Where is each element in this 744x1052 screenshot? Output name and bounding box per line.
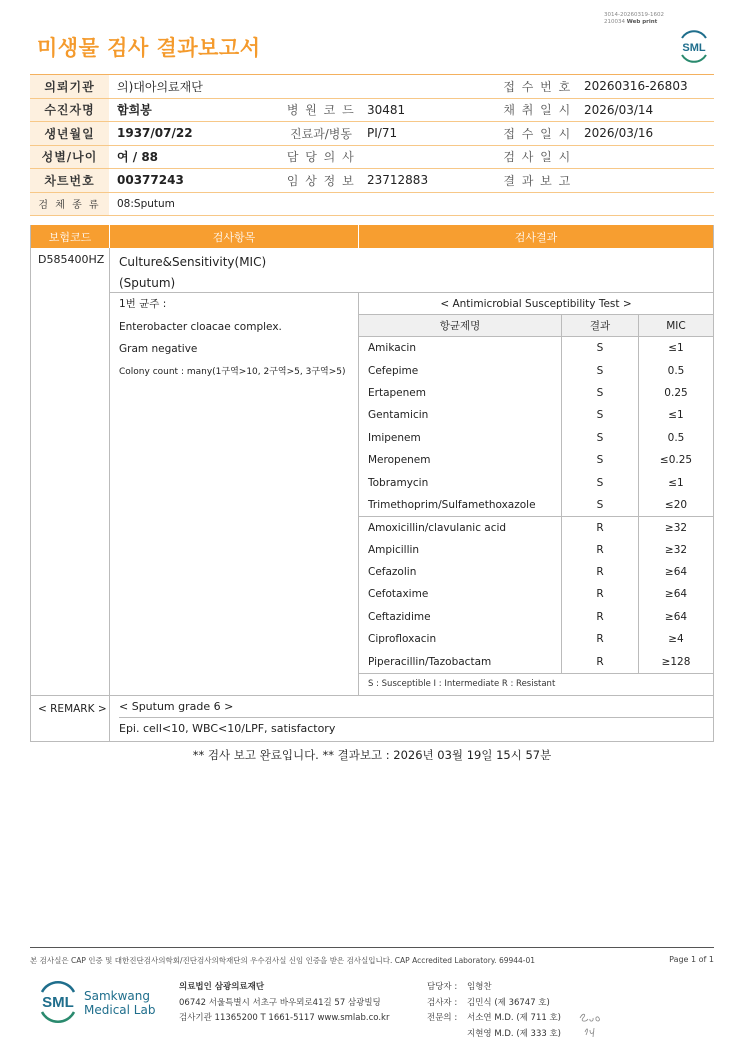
antibiotic-name: Cefazolin: [359, 561, 562, 583]
info-label: 수진자명: [30, 99, 109, 122]
specimen-value: 08:Sputum: [117, 197, 175, 210]
antibiotic-name: Ceftazidime: [359, 606, 562, 628]
ast-header-antibiotic: 항균제명: [359, 315, 562, 336]
mic-value: ≤0.25: [659, 454, 693, 467]
specimen-label: 검 체 종 류: [30, 193, 109, 215]
page-title: 미생물 검사 결과보고서: [37, 36, 261, 60]
doc-code-tag: Web print: [626, 19, 658, 25]
susceptibility-result: S: [562, 494, 639, 516]
organism-line: Enterobacter cloacae complex.: [119, 320, 282, 333]
insurance-code: D585400HZ: [31, 248, 110, 695]
colony-count: Colony count : many(1구역>10, 2구역>5, 3구역>5): [119, 366, 346, 377]
remark-line: Epi. cell<10, WBC<10/LPF, satisfactory: [119, 722, 336, 736]
antibiotic-name: Ciprofloxacin: [359, 628, 562, 650]
test-name-line2: (Sputum): [119, 276, 176, 290]
info-value: 함희봉: [117, 103, 152, 118]
info-value: 20260316-26803: [584, 79, 688, 94]
info-label: 의뢰기관: [30, 75, 109, 98]
info-label: 채 취 일 시: [503, 103, 572, 118]
remark-label: < REMARK >: [31, 696, 110, 741]
staff-row: [427, 1011, 561, 1027]
brand-name: [84, 989, 155, 1017]
org-address: 06742 서울특별시 서초구 바우뫼로41길 57 삼광빌딩: [179, 997, 381, 1008]
info-label: 생년월일: [30, 122, 109, 145]
doc-code-line1: 3014-20260319-1602: [604, 12, 664, 18]
header-insurance-code: 보험코드: [31, 225, 110, 248]
ast-row: [359, 516, 713, 538]
susceptibility-result: R: [562, 561, 639, 583]
header-test-result: 검사결과: [514, 230, 558, 244]
ast-header-result: 결과: [562, 315, 639, 336]
ast-header-mic: MIC: [666, 319, 686, 332]
result-header: [31, 225, 713, 248]
susceptibility-result: S: [562, 449, 639, 471]
staff-label: 담당자 :: [427, 982, 458, 992]
antibiotic-name: Amoxicillin/clavulanic acid: [359, 517, 562, 538]
ast-title: < Antimicrobial Susceptibility Test >: [359, 293, 713, 315]
mic-value: ≤1: [668, 476, 684, 489]
ast-row: [359, 427, 713, 449]
mic-value: ≥64: [664, 566, 688, 579]
info-value: [359, 75, 499, 98]
organization-info: [179, 980, 389, 1027]
ast-row: [359, 449, 713, 471]
result-table: [30, 225, 714, 742]
info-value: [359, 146, 499, 169]
brand-line2: Medical Lab: [84, 1003, 156, 1017]
antibiotic-name: Tobramycin: [359, 471, 562, 493]
susceptibility-result: S: [562, 337, 639, 359]
mic-value: 0.25: [664, 386, 688, 399]
header-test-item: 검사항목: [110, 225, 359, 248]
org-contact: 검사기관 11365200 T 1661-5117 www.smlab.co.kr: [179, 1013, 390, 1023]
info-value: [576, 146, 714, 169]
susceptibility-result: R: [562, 539, 639, 561]
ast-row: [359, 382, 713, 404]
info-row: [30, 193, 714, 216]
ast-row: [359, 561, 713, 583]
organism-line: 1번 균주 :: [119, 298, 167, 310]
test-name: [110, 248, 713, 293]
info-label: 병 원 코 드: [286, 103, 356, 118]
staff-label: 전문의 :: [427, 1013, 458, 1023]
staff-row: [427, 1027, 561, 1043]
staff-row: [427, 980, 561, 996]
info-row: [30, 169, 714, 193]
mic-value: ≤1: [668, 409, 684, 422]
footer-divider: [30, 947, 714, 948]
mic-value: 0.5: [667, 431, 685, 444]
result-body: [110, 248, 713, 695]
info-value: 1937/07/22: [117, 126, 193, 141]
susceptibility-result: S: [562, 359, 639, 381]
info-value: 의)대아의료재단: [117, 79, 203, 94]
info-label: [283, 75, 359, 98]
info-value: 00377243: [117, 173, 184, 188]
info-value: PI/71: [367, 126, 398, 141]
ast-row: [359, 539, 713, 561]
info-value: 2026/03/16: [584, 126, 654, 141]
staff-label: 검사자 :: [427, 997, 458, 1008]
logo-text: SML: [42, 994, 74, 1011]
doc-code-line2: [604, 19, 676, 26]
ast-row: [359, 628, 713, 650]
sml-logo-icon: [676, 28, 712, 64]
result-row: [31, 248, 713, 696]
info-label: 임 상 정 보: [286, 173, 356, 188]
ast-table: [359, 293, 713, 695]
mic-value: ≥128: [661, 655, 691, 668]
ast-row: [359, 650, 713, 672]
susceptibility-result: R: [562, 606, 639, 628]
info-value: 여 / 88: [117, 150, 159, 165]
remark-line: < Sputum grade 6 >: [119, 696, 713, 719]
staff-name: 임형찬: [467, 982, 492, 992]
antibiotic-name: Ertapenem: [359, 382, 562, 404]
ast-row: [359, 583, 713, 605]
ast-row: [359, 606, 713, 628]
ast-row: [359, 337, 713, 359]
antibiotic-name: Ampicillin: [359, 539, 562, 561]
susceptibility-result: S: [562, 471, 639, 493]
page-number: Page 1 of 1: [669, 955, 714, 964]
info-value: [576, 169, 714, 192]
info-row: [30, 75, 714, 99]
info-label: 결 과 보 고: [503, 173, 572, 188]
signature-icon: [577, 1010, 609, 1040]
susceptibility-result: R: [562, 517, 639, 538]
sml-logo-icon: [36, 978, 80, 1026]
info-value: 2026/03/14: [584, 102, 654, 117]
result-detail: [110, 293, 713, 695]
completion-notice: ** 검사 보고 완료입니다. ** 결과보고 : 2026년 03월 19일 15시 57분: [192, 748, 552, 762]
susceptibility-result: R: [562, 628, 639, 650]
brand-line1: Samkwang: [84, 989, 150, 1003]
info-value: 23712883: [367, 173, 429, 188]
info-label: 접 수 일 시: [503, 126, 572, 141]
susceptibility-result: S: [562, 382, 639, 404]
ast-body: [359, 337, 713, 673]
info-label: 차트번호: [30, 169, 109, 192]
document-code: [604, 12, 676, 26]
remark-row: [31, 696, 713, 741]
susceptibility-result: S: [562, 427, 639, 449]
mic-value: ≤1: [668, 342, 684, 355]
info-label: 접 수 번 호: [503, 79, 572, 94]
staff-name: 지현영 M.D. (제 333 호): [467, 1028, 562, 1039]
organism-line: Gram negative: [119, 343, 198, 355]
ast-legend: S : Susceptible I : Intermediate R : Resistant: [359, 673, 713, 695]
info-row: [30, 122, 714, 146]
antibiotic-name: Amikacin: [359, 337, 562, 359]
antibiotic-name: Meropenem: [359, 449, 562, 471]
antibiotic-name: Trimethoprim/Sulfamethoxazole: [359, 494, 562, 516]
antibiotic-name: Cefotaxime: [359, 583, 562, 605]
ast-row: [359, 359, 713, 381]
org-name: 의료법인 삼광의료재단: [179, 982, 265, 992]
organism-info: [110, 293, 359, 695]
staff-name: 김민식 (제 36747 호): [467, 997, 550, 1008]
antibiotic-name: Gentamicin: [359, 404, 562, 426]
doc-code-id: 210034: [604, 19, 625, 25]
staff-row: [427, 996, 561, 1012]
antibiotic-name: Imipenem: [359, 427, 562, 449]
staff-name: 서소연 M.D. (제 711 호): [467, 1013, 562, 1023]
ast-row: [359, 494, 713, 516]
ast-row: [359, 404, 713, 426]
patient-info-table: [30, 74, 714, 216]
mic-value: 0.5: [667, 364, 685, 377]
antibiotic-name: Piperacillin/Tazobactam: [359, 650, 562, 672]
mic-value: ≤20: [664, 498, 688, 511]
ast-header-row: [359, 315, 713, 337]
info-row: [30, 99, 714, 123]
susceptibility-result: S: [562, 404, 639, 426]
mic-value: ≥64: [664, 610, 688, 623]
info-row: [30, 146, 714, 170]
mic-value: ≥64: [664, 588, 688, 601]
mic-value: ≥32: [664, 543, 688, 556]
info-label: 담 당 의 사: [286, 150, 356, 165]
info-label: 진료과/병동: [289, 126, 352, 141]
remark-text: [110, 696, 713, 741]
test-name-line1: Culture&Sensitivity(MIC): [119, 255, 267, 269]
info-label: 성별/나이: [30, 146, 109, 169]
ast-row: [359, 471, 713, 493]
staff-list: [427, 980, 561, 1042]
susceptibility-result: R: [562, 583, 639, 605]
antibiotic-name: Cefepime: [359, 359, 562, 381]
info-value: 30481: [367, 102, 406, 117]
footer-note: 본 검사실은 CAP 인증 및 대한진단검사의학회/진단검사의학재단의 우수검사실 신임 인증을 받은 검사실입니다. CAP Accredited Laboratory. 69944-01: [30, 956, 536, 965]
info-label: 검 사 일 시: [503, 150, 572, 165]
susceptibility-result: R: [562, 650, 639, 672]
logo-text: SML: [682, 42, 706, 54]
mic-value: ≥4: [668, 633, 684, 646]
mic-value: ≥32: [664, 521, 688, 534]
